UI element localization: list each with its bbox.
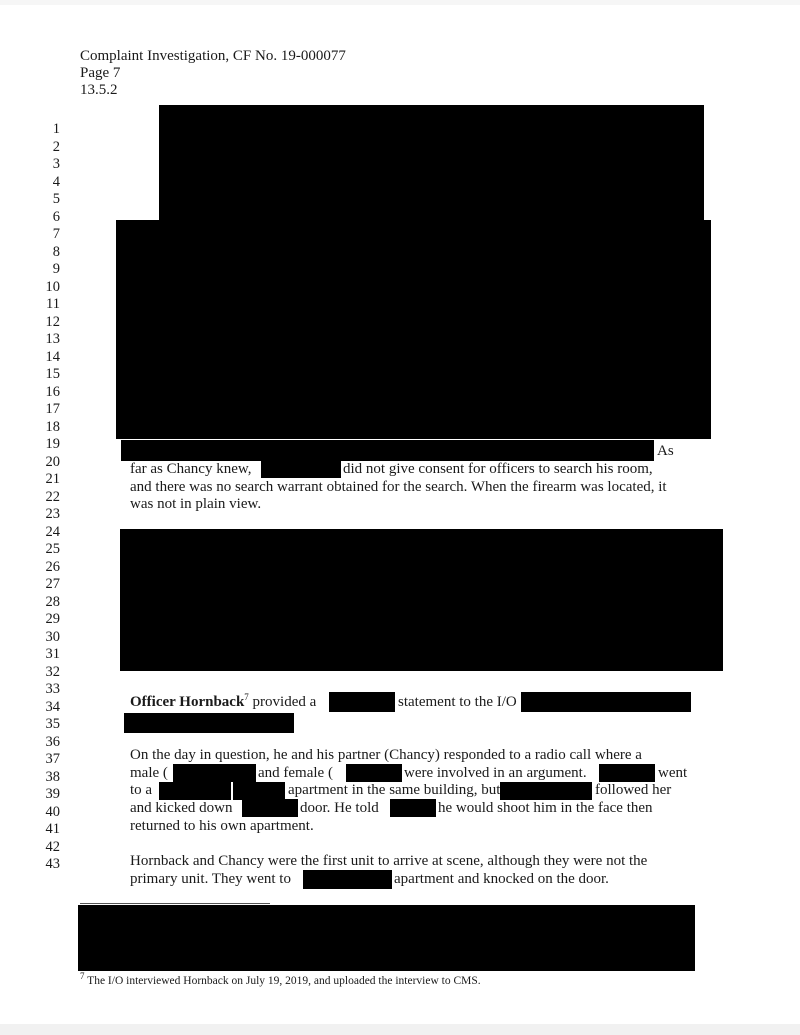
redaction-block (159, 105, 704, 221)
line-number: 40 (45, 803, 60, 820)
line-number: 33 (45, 681, 60, 697)
line-number: 16 (45, 383, 60, 400)
text-line-42: Hornback and Chancy were the first unit to arrive at scene, although they were not the (130, 853, 648, 869)
footnote-separator (80, 903, 270, 904)
text-line-21: and there was no search warrant obtained for the search. When the firearm was located, it (130, 479, 667, 495)
line-number: 19 (45, 436, 60, 452)
page-header (80, 48, 346, 99)
redaction-inline (390, 799, 436, 817)
footnote (80, 971, 481, 987)
redaction-inline (346, 764, 402, 782)
redaction-inline (303, 870, 392, 889)
text-line-33 (130, 694, 316, 712)
text-line-39c: he would shoot him in the face then (438, 800, 653, 816)
line-number: 37 (45, 751, 60, 767)
redaction-inline (329, 692, 395, 712)
text-line-33c: statement to the I/O (398, 694, 517, 710)
line-number: 32 (45, 663, 60, 680)
redaction-inline (261, 461, 341, 478)
line-number: 43 (45, 856, 60, 872)
text-line-38a: to a (130, 782, 153, 798)
line-number: 13 (45, 331, 60, 347)
line-number: 2 (52, 138, 60, 155)
line-number: 7 (52, 226, 60, 242)
line-number: 25 (45, 541, 60, 557)
line-number: 34 (45, 698, 60, 715)
line-number: 28 (45, 593, 60, 610)
line-number: 3 (52, 156, 60, 172)
line-number: 9 (52, 261, 60, 277)
redaction-inline (124, 713, 294, 733)
line-number: 38 (45, 768, 60, 785)
scan-edge-bottom (0, 1024, 800, 1035)
scan-edge-top (0, 0, 800, 5)
line-number: 18 (45, 418, 60, 435)
line-number: 26 (45, 558, 60, 575)
line-number: 41 (45, 821, 60, 837)
redaction-block (120, 529, 723, 671)
line-number-gutter (20, 121, 60, 874)
redaction-inline (159, 782, 231, 800)
line-number: 21 (45, 471, 60, 487)
header-case-title: Complaint Investigation, CF No. 19-000077 (80, 48, 346, 64)
text-line-33b: provided a (248, 694, 317, 710)
header-page-number: Page 7 (80, 65, 121, 81)
line-number: 1 (52, 121, 60, 137)
line-number: 12 (45, 313, 60, 330)
text-line-43b: apartment and knocked on the door. (394, 871, 609, 887)
text-line-37d: went (658, 765, 688, 781)
text-line-43a: primary unit. They went to (130, 871, 291, 887)
line-number: 15 (45, 366, 60, 382)
text-line-39a: and kicked down (130, 800, 233, 816)
text-line-37c: were involved in an argument. (404, 765, 587, 781)
line-number: 30 (45, 628, 60, 645)
line-number: 39 (45, 786, 60, 802)
text-line-38b: apartment in the same building, but (288, 782, 501, 798)
footnote-ref: 7 (244, 692, 249, 702)
text-line-20a: far as Chancy knew, (130, 461, 252, 477)
text-line-39b: door. He told (300, 800, 379, 816)
line-number: 10 (45, 278, 60, 295)
line-number: 35 (45, 716, 60, 732)
line-number: 24 (45, 523, 60, 540)
text-line-38c: followed her (595, 782, 672, 798)
line-number: 27 (45, 576, 60, 592)
line-number: 6 (52, 208, 60, 225)
line-number: 5 (52, 191, 60, 207)
text-line-22: was not in plain view. (130, 496, 262, 512)
line-number: 42 (45, 838, 60, 855)
redaction-block (78, 905, 695, 971)
header-section: 13.5.2 (80, 82, 118, 98)
redaction-inline (521, 692, 691, 712)
text-line-37b: and female ( (258, 765, 333, 781)
line-number: 22 (45, 488, 60, 505)
redaction-inline (599, 764, 655, 782)
line-number: 20 (45, 453, 60, 470)
footnote-number: 7 (80, 971, 85, 982)
line-number: 11 (46, 296, 60, 312)
officer-name: Officer Hornback (130, 694, 245, 710)
line-number: 17 (45, 401, 60, 417)
line-number: 31 (45, 646, 60, 662)
redaction-block (121, 440, 654, 461)
text-line-37a: male ( (130, 765, 168, 781)
redaction-inline (173, 764, 256, 782)
text-line-36: On the day in question, he and his partner (Chancy) responded to a radio call where a (130, 747, 642, 763)
text-line-20b: did not give consent for officers to search his room, (343, 461, 653, 477)
line-number: 14 (45, 348, 60, 365)
redaction-inline (500, 782, 592, 800)
text-line-40: returned to his own apartment. (130, 818, 314, 834)
text-line-19: As (657, 443, 674, 459)
redaction-inline (242, 799, 298, 817)
redaction-inline (233, 782, 285, 800)
line-number: 23 (45, 506, 60, 522)
redaction-block (116, 220, 711, 439)
footnote-text: The I/O interviewed Hornback on July 19, 2019, and uploaded the interview to CMS. (87, 975, 481, 987)
line-number: 4 (52, 173, 60, 190)
line-number: 29 (45, 611, 60, 627)
line-number: 8 (52, 243, 60, 260)
line-number: 36 (45, 733, 60, 750)
